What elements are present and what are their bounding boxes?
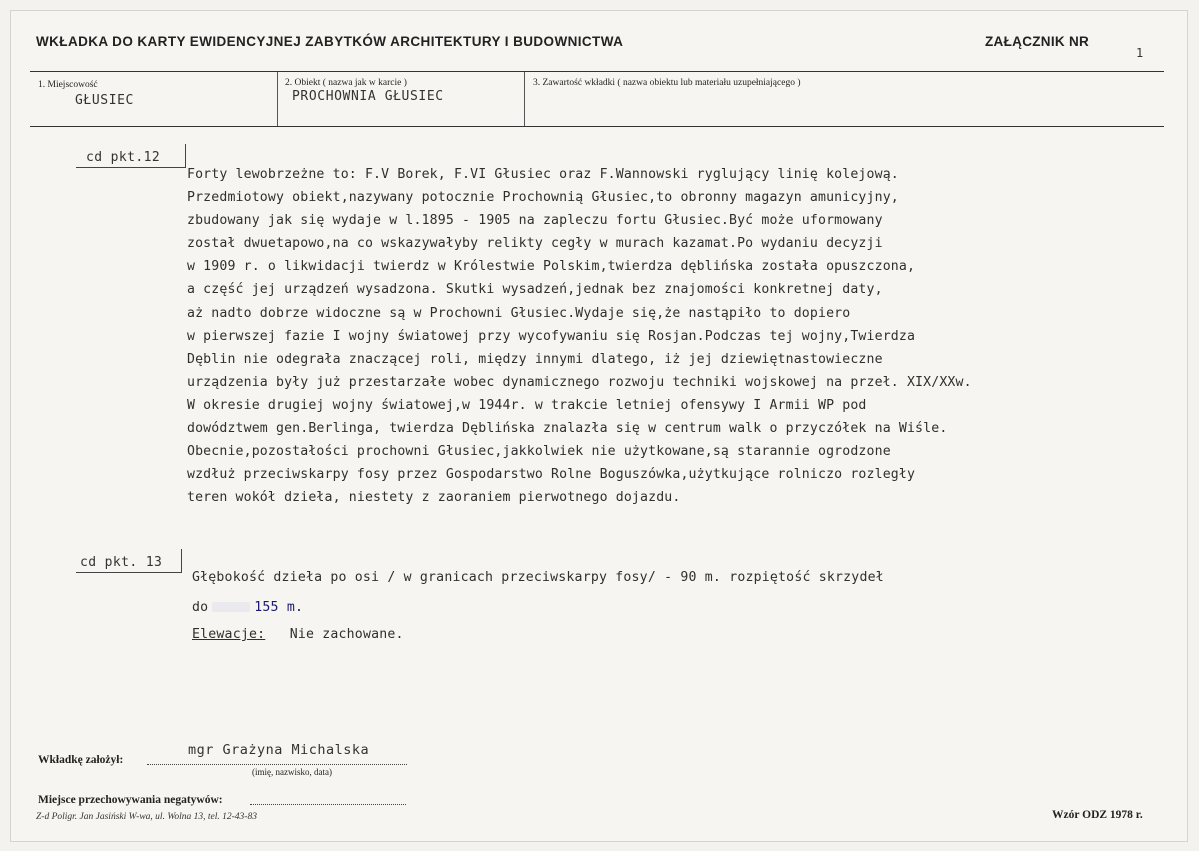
author-dotted-line [147, 764, 407, 765]
text-line: w pierwszej fazie I wojny światowej przy wycofywaniu się Rosjan.Podczas tej wojny,Twierdza [187, 328, 916, 344]
section-13-vertical [181, 549, 182, 573]
section-12-text [187, 163, 1177, 509]
header-divider-1 [277, 72, 278, 126]
header-bottom-rule [30, 126, 1164, 127]
depth-line: Głębokość dzieła po osi / w granicach przeciwskarpy fosy/ - 90 m. rozpiętość skrzydeł [192, 570, 884, 585]
text-line: wzdłuż przeciwskarpy fosy przez Gospodarstwo Rolne Boguszówka,użytkujące rolniczo rozległy [187, 467, 916, 483]
text-line: w 1909 r. o likwidacji twierdz w Królestwie Polskim,twierdza dęblińska została opuszczona, [187, 259, 916, 275]
header-top-rule [30, 71, 1164, 72]
annex-label: ZAŁĄCZNIK NR [985, 34, 1090, 49]
text-line: a część jej urządzeń wysadzona. Skutki wysadzeń,jednak bez znajomości konkretnej daty, [187, 282, 883, 298]
annex-number: 1 [1136, 46, 1144, 60]
author-label: Wkładkę założył: [38, 754, 124, 766]
elevation-value: Nie zachowane. [289, 627, 404, 642]
text-line: W okresie drugiej wojny światowej,w 1944r. w trakcie letniej ofensywy I Armii WP pod [187, 397, 867, 413]
object-value: PROCHOWNIA GŁUSIEC [292, 89, 444, 104]
text-line: zbudowany jak się wydaje w l.1895 - 1905 na zapleczu fortu Głusiec.Być może uformowany [187, 213, 883, 229]
text-line: dowództwem gen.Berlinga, twierdza Dęblińska znalazła się w centrum walk o przyczółek na Wiśle. [187, 421, 948, 437]
section-12-label: cd pkt.12 [86, 150, 161, 165]
text-line: urządzenia były już przestarzałe wobec dynamicznego rozwoju techniki wojskowej na przeł. XIX/XXw. [187, 374, 972, 390]
text-line: Obecnie,pozostałości prochowni Głusiec,jakkolwiek nie użytkowane,są starannie ogrodzone [187, 444, 891, 460]
text-line: teren wokół dzieła, niestety z zaoraniem pierwotnego dojazdu. [187, 490, 681, 506]
form-identifier: Wzór ODZ 1978 r. [1052, 809, 1143, 821]
object-label: 2. Obiekt ( nazwa jak w karcie ) [285, 78, 407, 88]
text-line: został dwuetapowo,na co wskazywałyby relikty cegły w murach kazamat.Po wydaniu decyzji [187, 236, 883, 252]
header-divider-2 [524, 72, 525, 126]
section-13-underline [76, 572, 182, 573]
document-title: WKŁADKA DO KARTY EWIDENCYJNEJ ZABYTKÓW ARCHITEKTURY I BUDOWNICTWA [36, 34, 624, 49]
span-prefix: do [192, 600, 209, 615]
negatives-label: Miejsce przechowywania negatywów: [38, 794, 223, 806]
negatives-dotted-line [250, 804, 406, 805]
text-line: aż nadto dobrze widoczne są w Prochowni Głusiec.Wydaje się,że nastąpiło to dopiero [187, 305, 851, 321]
elevation-label: Elewacje: [192, 627, 266, 642]
span-value: 155 m. [254, 600, 304, 615]
span-line [192, 600, 303, 615]
section-12-underline [76, 167, 186, 168]
section-12-vertical [185, 144, 186, 168]
author-value: mgr Grażyna Michalska [188, 742, 370, 758]
elevation-line [192, 627, 404, 642]
text-line: Przedmiotowy obiekt,nazywany potocznie Prochownią Głusiec,to obronny magazyn amunicyjny, [187, 190, 899, 206]
locality-value: GŁUSIEC [75, 93, 134, 108]
author-hint: (imię, nazwisko, data) [252, 767, 332, 777]
text-line: Forty lewobrzeżne to: F.V Borek, F.VI Głusiec oraz F.Wannowski ryglujący linię kolejową. [187, 167, 899, 182]
redacted-mark [212, 602, 250, 612]
printer-imprint: Z-d Poligr. Jan Jasiński W-wa, ul. Wolna 13, tel. 12-43-83 [36, 812, 257, 822]
contents-label: 3. Zawartość wkładki ( nazwa obiektu lub materiału uzupełniającego ) [533, 78, 801, 88]
locality-label: 1. Miejscowość [38, 80, 98, 90]
text-line: Dęblin nie odegrała znaczącej roli, między innymi dlatego, iż jej dziewiętnastowieczne [187, 351, 883, 367]
section-13-label: cd pkt. 13 [80, 555, 163, 570]
